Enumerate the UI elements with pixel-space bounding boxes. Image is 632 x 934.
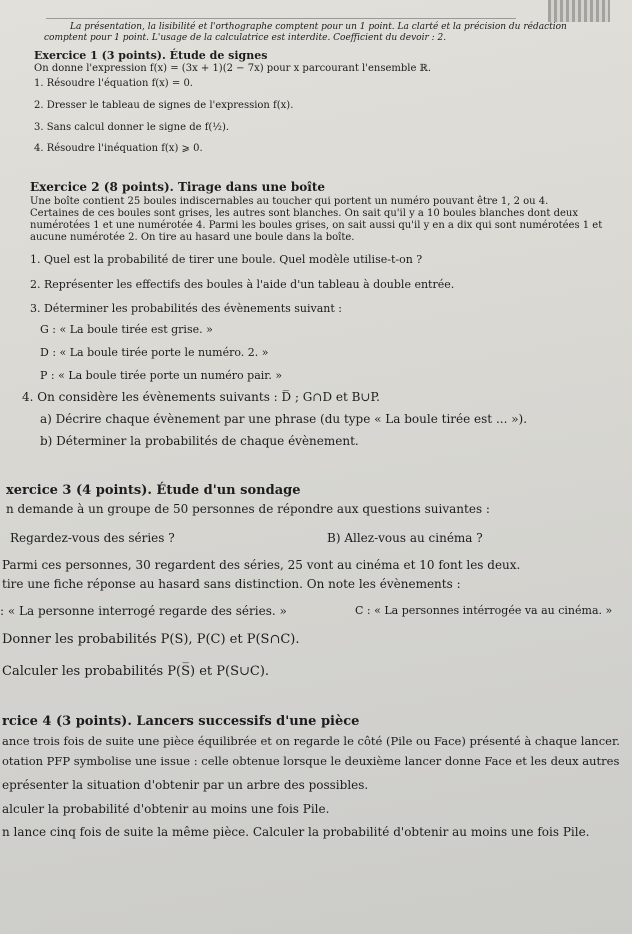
ex3-para-2: tire une fiche réponse au hasard sans distinction. On note les évènements : xyxy=(2,577,461,591)
ex2-event-g: G : « La boule tirée est grise. » xyxy=(40,323,213,336)
ex2-q4b: b) Déterminer la probabilités de chaque évènement. xyxy=(40,434,359,448)
ex4-para-2: otation PFP symbolise une issue : celle obtenue lorsque le deuxième lancer donne Face et les deux autres xyxy=(2,754,620,768)
ex3-event-c: C : « La personnes intérrogée va au cinéma. » xyxy=(355,604,613,617)
ex3-question-b: B) Allez-vous au cinéma ? xyxy=(327,531,483,545)
ex3-q1: Donner les probabilités P(S), P(C) et P(S∩C). xyxy=(2,632,300,647)
ex2-event-d: D : « La boule tirée porte le numéro. 2. » xyxy=(40,346,269,359)
ex3-question-a: Regardez-vous des séries ? xyxy=(10,531,175,545)
ex2-q3: 3. Déterminer les probabilités des évènements suivant : xyxy=(30,302,343,315)
ex2-event-p: P : « La boule tirée porte un numéro pair. » xyxy=(40,369,283,382)
ex3-para-1: Parmi ces personnes, 30 regardent des séries, 25 vont au cinéma et 10 font les deux. xyxy=(2,558,521,572)
ex4-para-1: ance trois fois de suite une pièce équilibrée et on regarde le côté (Pile ou Face) présenté à chaque lancer. xyxy=(2,734,620,748)
ex2-q4a: a) Décrire chaque évènement par une phrase (du type « La boule tirée est ... »). xyxy=(40,412,528,426)
ex3-event-s: : « La personne interrogé regarde des séries. » xyxy=(0,604,287,618)
ex2-para-4: aucune numérotée 2. On tire au hasard une boule dans la boîte. xyxy=(30,232,355,243)
qr-code-corner xyxy=(548,0,610,22)
ex2-para-2: Certaines de ces boules sont grises, les autres sont blanches. On sait qu'il y a 10 boules blanches dont deux xyxy=(30,208,578,219)
ex1-q1: 1. Résoudre l'équation f(x) = 0. xyxy=(34,78,193,89)
ex2-title: Exercice 2 (8 points). Tirage dans une boîte xyxy=(30,180,325,194)
ex2-q2: 2. Représenter les effectifs des boules à l'aide d'un tableau à double entrée. xyxy=(30,278,455,291)
ex4-q3: n lance cinq fois de suite la même pièce. Calculer la probabilité d'obtenir au moins une fois Pile. xyxy=(2,825,590,839)
ex2-para-3: numérotées 1 et une numérotée 4. Parmi les boules grises, on sait aussi qu'il y en a dix qui sont numérotées 1 et xyxy=(30,220,603,231)
ex1-q4: 4. Résoudre l'inéquation f(x) ⩾ 0. xyxy=(34,143,203,154)
ex1-intro: On donne l'expression f(x) = (3x + 1)(2 − 7x) pour x parcourant l'ensemble ℝ. xyxy=(34,63,432,74)
header-line-2: comptent pour 1 point. L'usage de la calculatrice est interdite. Coefficient du devoir : 2. xyxy=(44,33,447,43)
ex1-q3: 3. Sans calcul donner le signe de f(½). xyxy=(34,122,230,133)
ex4-title: rcice 4 (3 points). Lancers successifs d'une pièce xyxy=(2,714,360,729)
ex3-q2: Calculer les probabilités P(S̅) et P(S∪C). xyxy=(2,664,270,679)
ex4-q1: eprésenter la situation d'obtenir par un arbre des possibles. xyxy=(2,778,369,792)
ex3-title: xercice 3 (4 points). Étude d'un sondage xyxy=(6,483,301,498)
header-line-1: La présentation, la lisibilité et l'orthographe comptent pour un 1 point. La clarté et la précision du rédaction xyxy=(70,22,567,32)
ex1-title: Exercice 1 (3 points). Étude de signes xyxy=(34,49,268,62)
ex4-q2: alculer la probabilité d'obtenir au moins une fois Pile. xyxy=(2,802,330,816)
top-rule xyxy=(46,18,516,19)
ex1-q2: 2. Dresser le tableau de signes de l'expression f(x). xyxy=(34,100,294,111)
ex2-para-1: Une boîte contient 25 boules indiscernables au toucher qui portent un numéro pouvant être 1, 2 ou 4. xyxy=(30,196,549,207)
ex2-q1: 1. Quel est la probabilité de tirer une boule. Quel modèle utilise-t-on ? xyxy=(30,253,423,266)
ex3-intro: n demande à un groupe de 50 personnes de répondre aux questions suivantes : xyxy=(6,502,490,516)
ex2-q4: 4. On considère les évènements suivants : D̅ ; G∩D et B∪P. xyxy=(22,390,380,404)
